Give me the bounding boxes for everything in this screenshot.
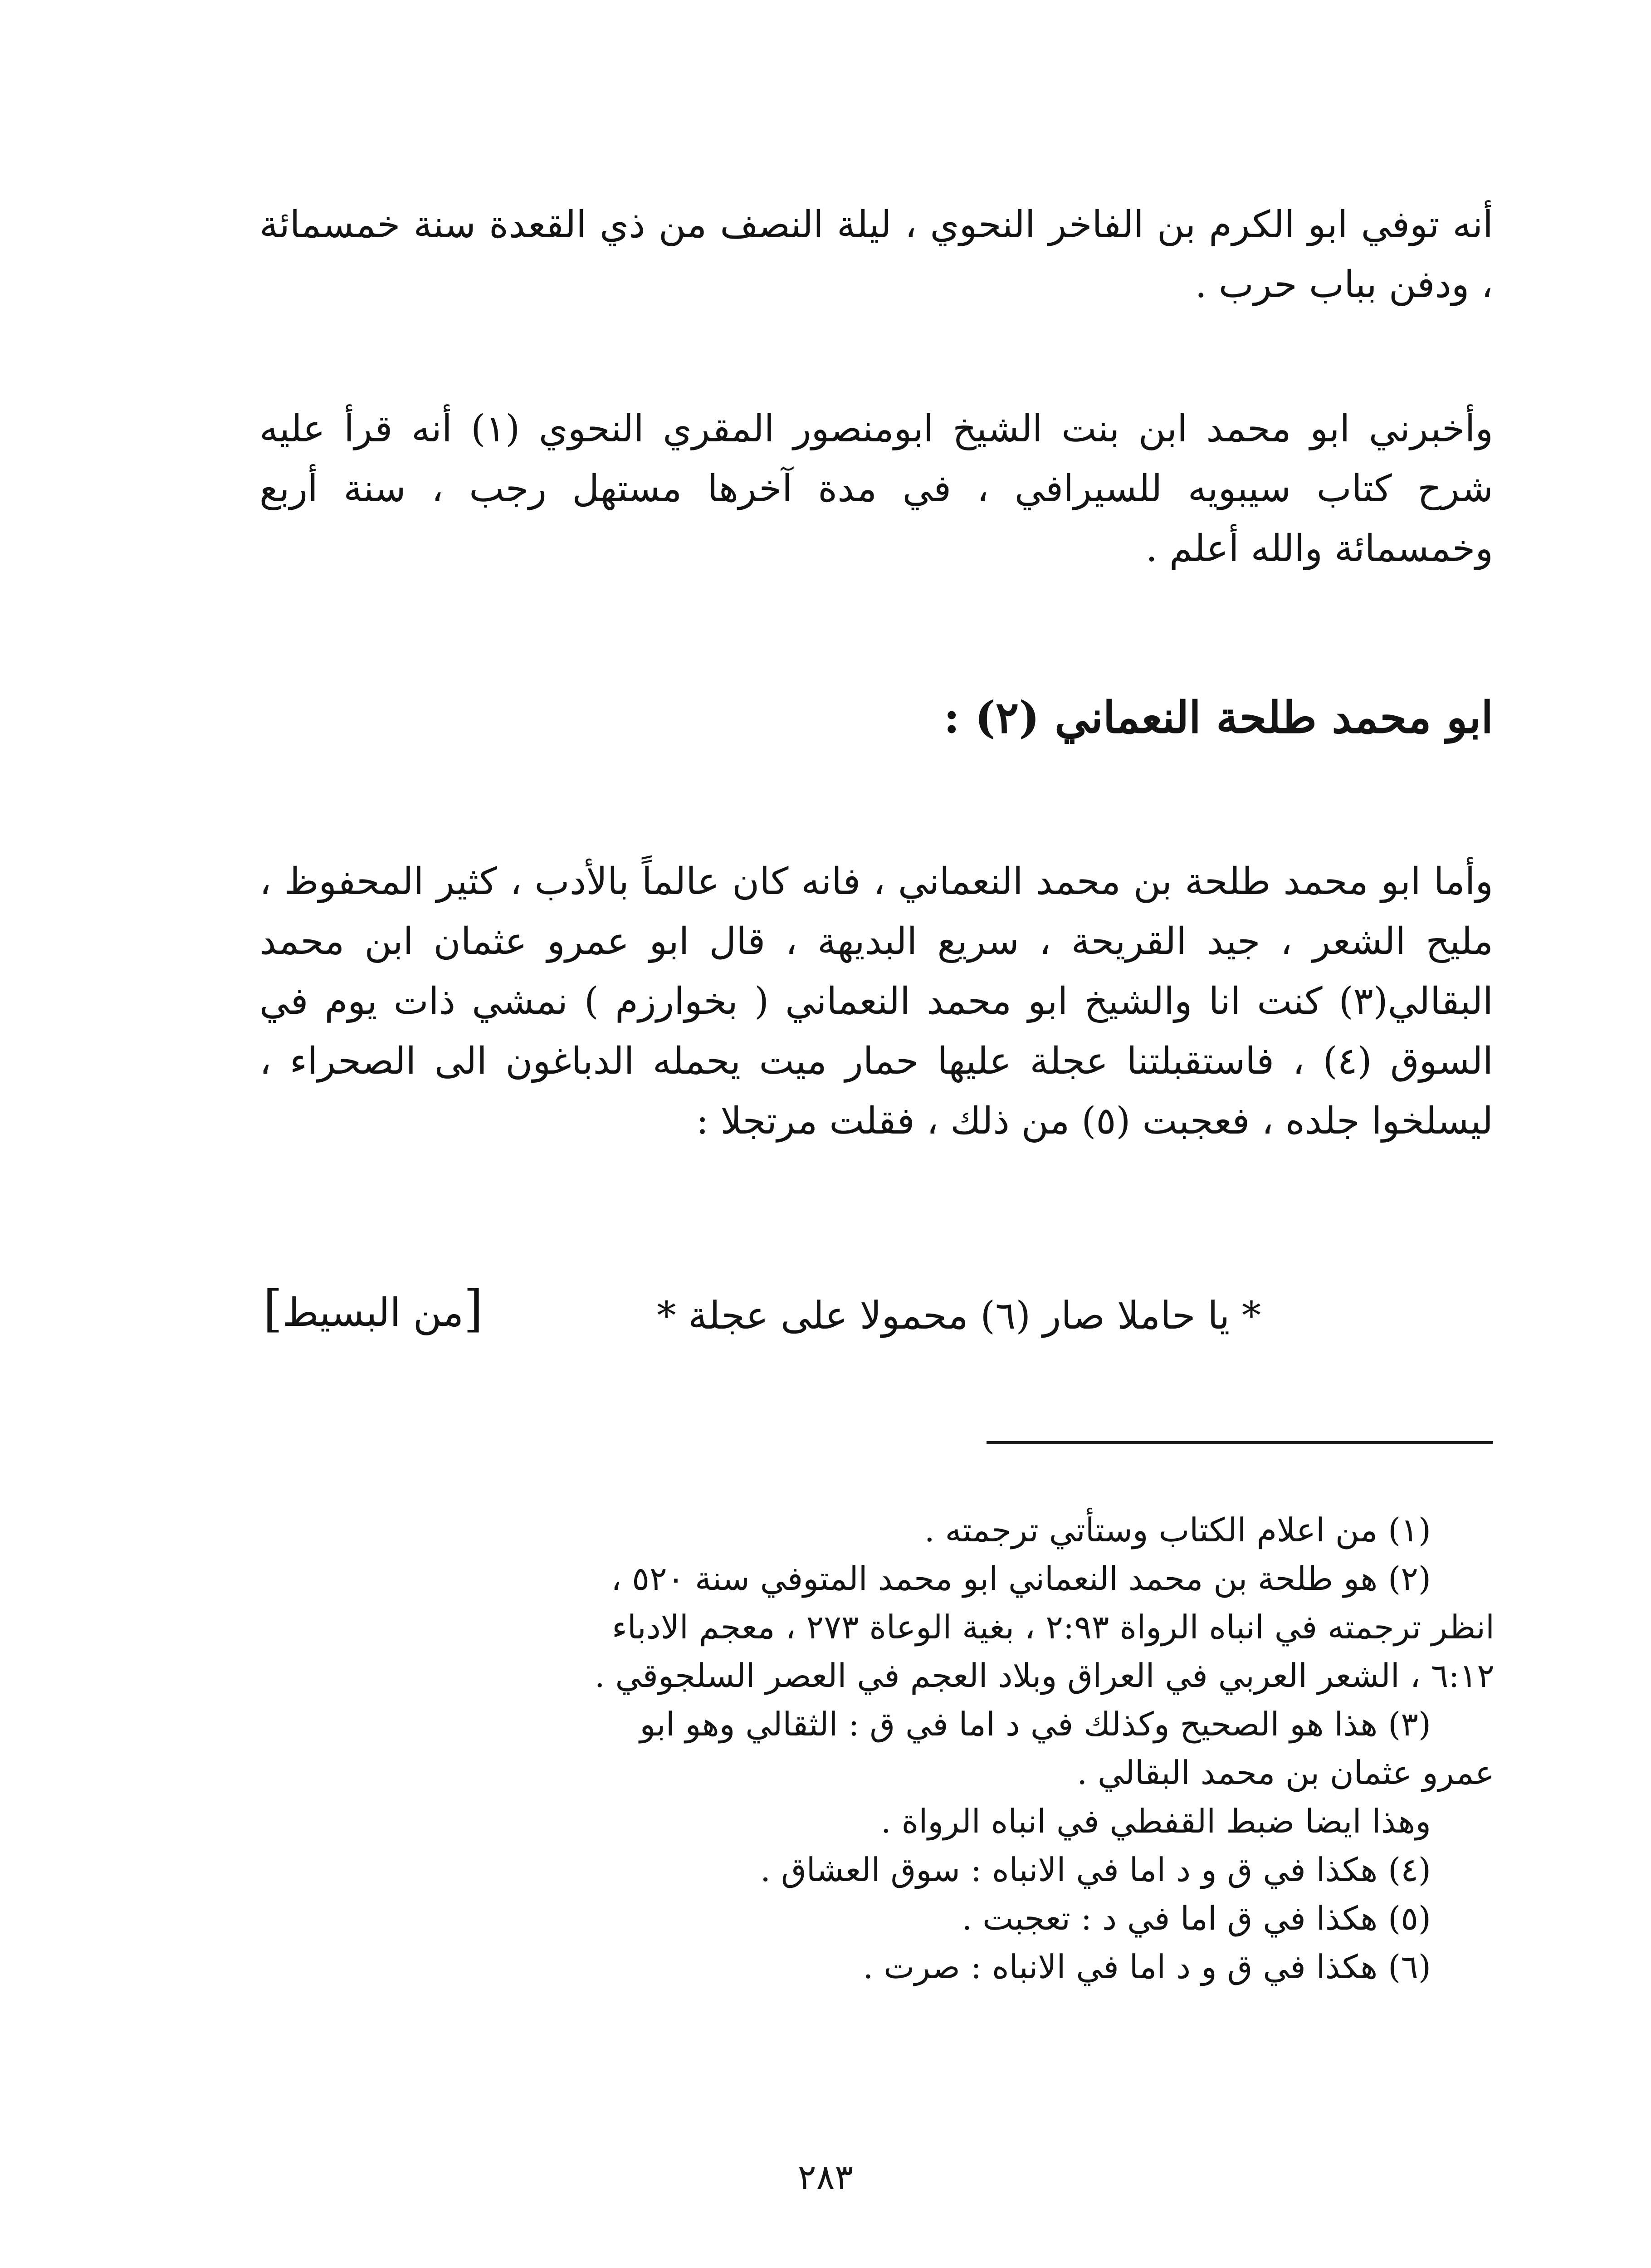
- paragraph-death-notice: [259, 195, 1493, 315]
- footnote-3-cont: عمرو عثمان بن محمد البقالي .: [1077, 1754, 1495, 1792]
- footnote-2-cont: انظر ترجمته في انباه الرواة ٢:٩٣ ، بغية الوعاة ٢٧٣ ، معجم الادباء: [611, 1608, 1495, 1646]
- footnotes: [254, 1506, 1495, 1991]
- footnote-3-cont: وهذا ايضا ضبط القفطي في انباه الرواة .: [880, 1802, 1431, 1840]
- paragraph-text: أنه توفي ابو الكرم بن الفاخر النحوي ، ليلة النصف من ذي القعدة سنة خمسمائة ، ودفن بباب حرب .: [259, 203, 1493, 306]
- paragraph-transmission: [259, 399, 1493, 579]
- paragraph-text: وأما ابو محمد طلحة بن محمد النعماني ، فانه كان عالماً بالأدب ، كثير المحفوظ ، مليح الشعر ، جيد القريحة ، سريع البديهة ، قال ابو عمرو عثمان ابن محمد البقالي(٣) كنت انا والشيخ ابو محمد النعماني ( بخوارزم ) نمشي ذات يوم في السوق (٤) ، فاستقبلتنا عجلة عليها حمار ميت يحمله الدباغون الى الصحراء ، ليسلخوا جلده ، فعجبت (٥) من ذلك ، فقلت مرتجلا :: [259, 860, 1493, 1143]
- page-number: ٢٨٣: [797, 2157, 854, 2197]
- footnote-1: (١) من اعلام الكتاب وستأتي ترجمته .: [924, 1511, 1431, 1549]
- footnote-5: (٥) هكذا في ق اما في د : تعجبت .: [962, 1899, 1431, 1937]
- verse-line: [254, 1279, 1497, 1347]
- footnote-3: (٣) هذا هو الصحيح وكذلك في د اما في ق : الثقالي وهو ابو: [640, 1705, 1431, 1743]
- section-heading: ابو محمد طلحة النعماني (٢) :: [943, 692, 1493, 743]
- footnote-2: (٢) هو طلحة بن محمد النعماني ابو محمد المتوفي سنة ٥٢٠ ،: [611, 1559, 1431, 1598]
- meter-label: [من البسيط]: [263, 1280, 484, 1338]
- footnote-6: (٦) هكذا في ق و د اما في الانباه : صرت .: [863, 1948, 1431, 1986]
- footnote-4: (٤) هكذا في ق و د اما في الانباه : سوق العشاق .: [760, 1851, 1431, 1889]
- meter-name: من البسيط: [282, 1290, 464, 1335]
- verse-text: * يا حاملا صار (٦) محمولا على عجلة *: [657, 1293, 1261, 1338]
- paragraph-biography: [259, 852, 1493, 1151]
- paragraph-text: وأخبرني ابو محمد ابن بنت الشيخ ابومنصور المقري النحوي (١) أنه قرأ عليه شرح كتاب سيبويه للسيرافي ، في مدة آخرها مستهل رجب ، سنة أربع وخمسمائة والله أعلم .: [259, 407, 1493, 570]
- footnote-2-cont: ٦:١٢ ، الشعر العربي في العراق وبلاد العجم في العصر السلجوقي .: [594, 1657, 1495, 1695]
- footnote-separator: [987, 1441, 1493, 1444]
